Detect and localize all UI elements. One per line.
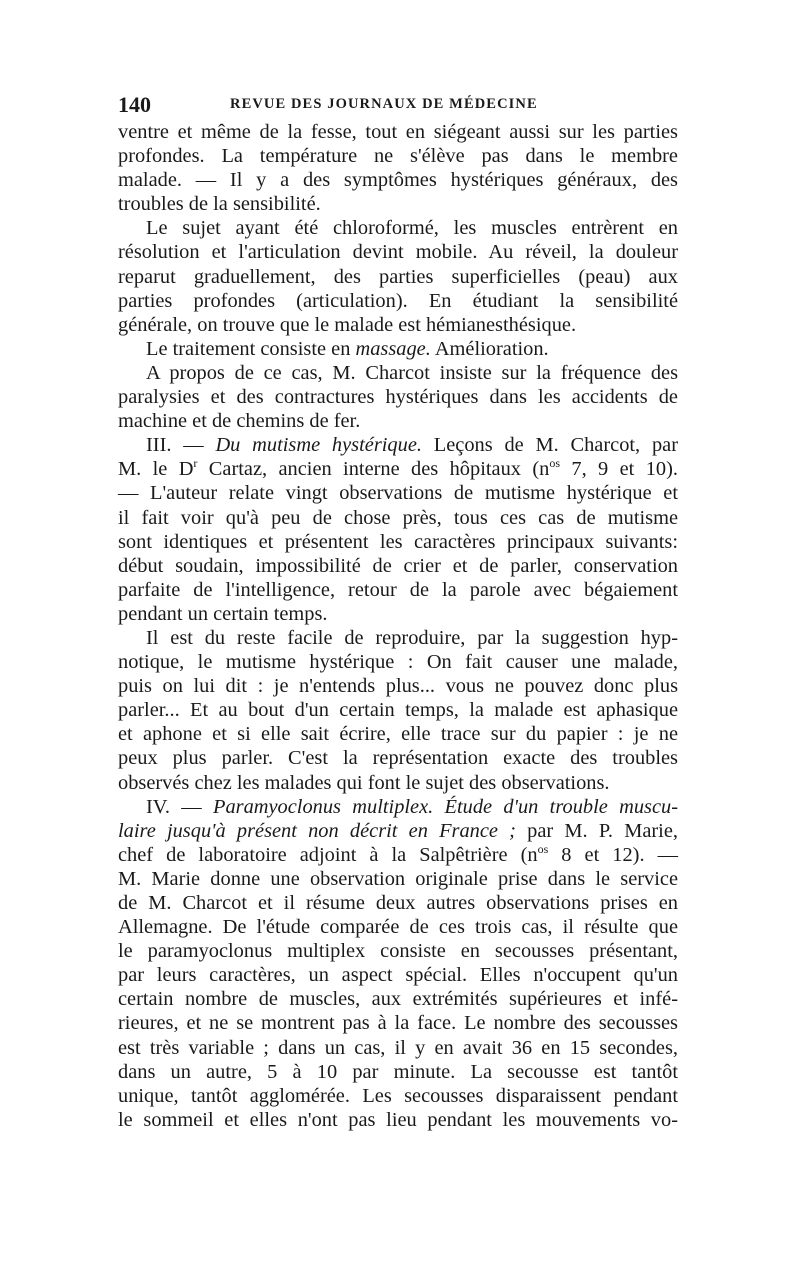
- text-line: le paramyoclonus multiplex consiste en secousses présentant,: [118, 940, 678, 963]
- text-line: parfaite de l'intelligence, retour de la parole avec bégaiement: [118, 578, 678, 601]
- text-line: Le sujet ayant été chloroformé, les muscles entrèrent en: [146, 217, 678, 240]
- book-page: [118, 88, 678, 1132]
- text-line: reparut graduellement, des parties superficielles (peau) aux: [118, 265, 678, 288]
- paramyo-title-cont: laire jusqu'à présent non décrit en France ;: [118, 819, 516, 842]
- text-line: de M. Charcot et il résume deux autres observations prises en: [118, 892, 678, 914]
- dr-superscript: r: [193, 456, 198, 471]
- body-text: [118, 120, 678, 1132]
- text-line: Allemagne. De l'étude comparée de ces trois cas, il résulte que: [118, 916, 678, 939]
- text-line: profondes. La température ne s'élève pas dans le membre: [118, 145, 678, 168]
- chef-text: chef de laboratoire adjoint à la Salpêtrière (n: [118, 843, 538, 866]
- text-line: certain nombre de muscles, aux extrémités supérieures et infé-: [118, 988, 678, 1011]
- mutisme-title: Du mutisme hystérique.: [215, 434, 422, 457]
- text-line: par leurs caractères, un aspect spécial. Elles n'occupent qu'un: [118, 964, 678, 987]
- nos-superscript-2: os: [537, 842, 549, 857]
- text-line: rieures, et ne se montrent pas à la face. Le nombre des secousses: [118, 1012, 678, 1035]
- text-line: Il est du reste facile de reproduire, par la suggestion hyp-: [146, 626, 678, 649]
- section-iv-heading: [118, 795, 678, 819]
- text-line: il fait voir qu'à peu de chose près, tous ces cas de mutisme: [118, 506, 678, 529]
- text-line: début soudain, impossibilité de crier et de parler, conservation: [118, 554, 678, 577]
- paramyo-title: Paramyoclonus multiplex. Étude d'un trouble muscu-: [212, 795, 678, 818]
- massage-italic: massage.: [355, 337, 431, 360]
- text-line: générale, on trouve que le malade est hémianesthésique.: [118, 313, 577, 336]
- text-line: machine et de chemins de fer.: [118, 410, 361, 433]
- paramyo-line-2: [118, 819, 678, 843]
- page-number: 140: [118, 92, 151, 117]
- amelioration-text: Amélioration.: [430, 337, 549, 360]
- text-line: troubles de la sensibilité.: [118, 193, 321, 216]
- chef-line: [118, 843, 678, 867]
- running-title: REVUE DES JOURNAUX DE MÉDECINE: [230, 96, 538, 112]
- section-iv-number: IV. —: [146, 795, 213, 818]
- text-line: malade. — Il y a des symptômes hystériques généraux, des: [118, 169, 678, 192]
- text-line: résolution et l'articulation devint mobile. Au réveil, la douleur: [118, 241, 678, 264]
- chef-end: 8 et 12). —: [548, 843, 678, 866]
- text-line: sont identiques et présentent les caractères principaux suivants:: [118, 530, 678, 553]
- text-line: est très variable ; dans un cas, il y en avait 36 en 15 secondes,: [118, 1036, 678, 1059]
- text-line: le sommeil et elles n'ont pas lieu pendant les mouvements vo-: [118, 1108, 678, 1131]
- section-iii-heading: [118, 433, 678, 457]
- mutisme-after: Leçons de M. Charcot, par: [421, 434, 678, 457]
- text-line: paralysies et des contractures hystériques dans les accidents de: [118, 386, 678, 409]
- text-line: ventre et même de la fesse, tout en siégeant aussi sur les parties: [118, 121, 678, 143]
- treatment-text: Le traitement consiste en: [146, 337, 356, 360]
- running-head: [118, 88, 678, 120]
- text-line: — L'auteur relate vingt observations de mutisme hystérique et: [118, 482, 678, 505]
- dr-text: M. le D: [118, 458, 194, 481]
- text-line: pendant un certain temps.: [118, 602, 328, 625]
- text-line: parler... Et au bout d'un certain temps, la malade est aphasique: [118, 699, 678, 722]
- cartaz-end: 7, 9 et 10).: [560, 458, 678, 481]
- nos-superscript: os: [549, 456, 560, 471]
- cartaz-text: Cartaz, ancien interne des hôpitaux (n: [197, 458, 550, 481]
- text-line-treatment: [118, 337, 678, 361]
- text-line: notique, le mutisme hystérique : On fait causer une malade,: [118, 651, 678, 674]
- cartaz-line: [118, 457, 678, 481]
- text-line: puis on lui dit : je n'entends plus... vous ne pouvez donc plus: [118, 675, 678, 698]
- text-line: et aphone et si elle sait écrire, elle trace sur du papier : je ne: [118, 723, 678, 746]
- section-iii-number: III. —: [146, 434, 216, 457]
- text-line: M. Marie donne une observation originale prise dans le service: [118, 867, 678, 890]
- text-line: peux plus parler. C'est la représentation exacte des troubles: [118, 747, 678, 770]
- text-line: parties profondes (articulation). En étudiant la sensibilité: [118, 289, 678, 312]
- text-line: dans un autre, 5 à 10 par minute. La secousse est tantôt: [118, 1060, 678, 1083]
- paramyo-author: par M. P. Marie,: [515, 819, 678, 842]
- text-line: A propos de ce cas, M. Charcot insiste sur la fréquence des: [146, 361, 678, 384]
- text-line: unique, tantôt agglomérée. Les secousses disparaissent pendant: [118, 1084, 678, 1107]
- text-line: observés chez les malades qui font le sujet des observations.: [118, 771, 610, 794]
